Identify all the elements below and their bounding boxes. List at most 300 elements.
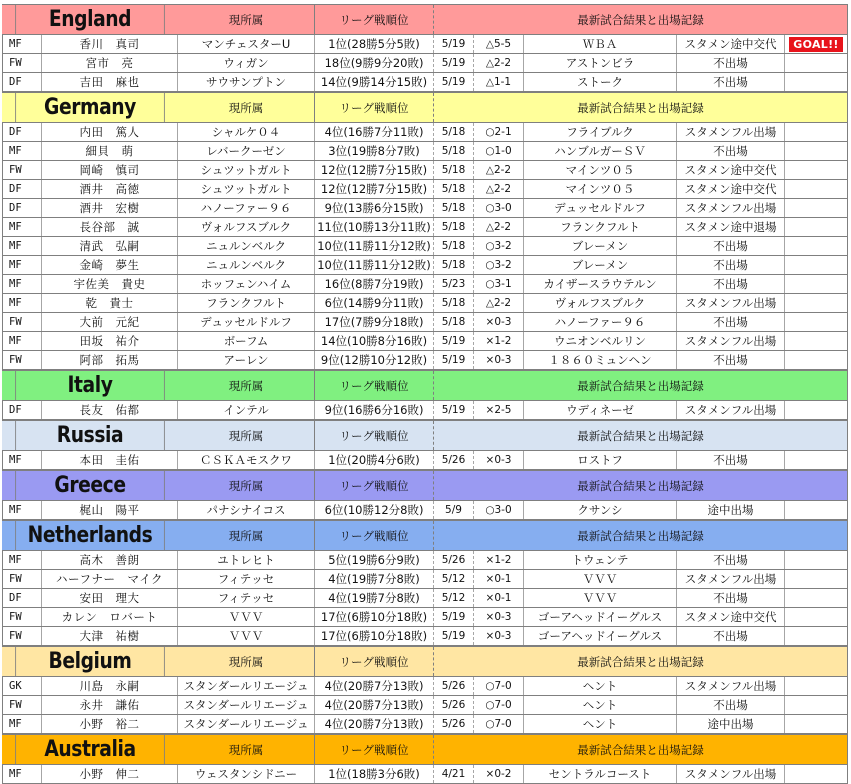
column-header-rank: リーグ戦順位 (315, 371, 434, 400)
league-rank-cell: 17位(6勝10分18敗) (315, 608, 434, 626)
match-date-cell: 5/18 (434, 294, 474, 312)
goal-cell (785, 218, 848, 236)
table-row (2, 608, 848, 627)
position-cell: MF (2, 451, 42, 469)
match-score-cell: ×2-5 (474, 401, 524, 419)
match-date-cell: 5/19 (434, 608, 474, 626)
player-name-cell: 阿部 拓馬 (42, 351, 178, 369)
league-rank-cell: 4位(19勝7分8敗) (315, 589, 434, 607)
match-score-cell: ×0-3 (474, 627, 524, 645)
player-name-cell: 清武 弘嗣 (42, 237, 178, 255)
club-cell: サウサンプトン (178, 73, 315, 91)
appearance-cell: 不出場 (677, 551, 785, 569)
match-score-cell: △2-2 (474, 161, 524, 179)
column-header-rank: リーグ戦順位 (315, 471, 434, 500)
column-header-rank: リーグ戦順位 (315, 521, 434, 550)
match-date-cell: 5/12 (434, 570, 474, 588)
appearance-cell: 不出場 (677, 696, 785, 714)
appearance-cell: 不出場 (677, 313, 785, 331)
player-name-cell: 吉田 麻也 (42, 73, 178, 91)
match-date-cell: 5/26 (434, 696, 474, 714)
match-date-cell: 5/19 (434, 73, 474, 91)
match-score-cell: ○1-0 (474, 142, 524, 160)
appearance-cell: スタメンフル出場 (677, 677, 785, 695)
position-cell: GK (2, 677, 42, 695)
player-status-table (2, 4, 848, 784)
club-cell: ＶＶＶ (178, 608, 315, 626)
club-cell: シュツットガルト (178, 161, 315, 179)
match-date-cell: 5/19 (434, 54, 474, 72)
player-name-cell: 酒井 高徳 (42, 180, 178, 198)
league-rank-cell: 14位(10勝8分16敗) (315, 332, 434, 350)
league-rank-cell: 6位(10勝12分8敗) (315, 501, 434, 519)
appearance-cell: 不出場 (677, 237, 785, 255)
opponent-cell: ヘント (524, 677, 677, 695)
club-cell: ホッフェンハイム (178, 275, 315, 293)
column-header-latest: 最新試合結果と出場記録 (434, 371, 848, 400)
country-header-russia (2, 420, 848, 451)
position-cell: FW (2, 570, 42, 588)
appearance-cell: スタメンフル出場 (677, 570, 785, 588)
goal-cell (785, 256, 848, 274)
position-cell: DF (2, 123, 42, 141)
club-cell: パナシナイコス (178, 501, 315, 519)
column-header-club: 現所属 (178, 5, 315, 34)
club-cell: ユトレヒト (178, 551, 315, 569)
match-score-cell: ×0-3 (474, 451, 524, 469)
opponent-cell: ヘント (524, 696, 677, 714)
player-name-cell: 高木 善朗 (42, 551, 178, 569)
country-name: Australia (15, 735, 165, 764)
country-name: England (15, 5, 165, 34)
opponent-cell: ウニオンベルリン (524, 332, 677, 350)
goal-cell (785, 275, 848, 293)
goal-cell (785, 180, 848, 198)
appearance-cell: 不出場 (677, 142, 785, 160)
player-name-cell: 長谷部 誠 (42, 218, 178, 236)
table-row (2, 142, 848, 161)
position-cell: DF (2, 401, 42, 419)
table-row (2, 35, 848, 54)
table-row (2, 715, 848, 734)
country-header-belgium (2, 646, 848, 677)
match-date-cell: 5/26 (434, 551, 474, 569)
opponent-cell: マインツ０５ (524, 180, 677, 198)
column-header-rank: リーグ戦順位 (315, 93, 434, 122)
club-cell: シャルケ０４ (178, 123, 315, 141)
goal-cell (785, 351, 848, 369)
match-date-cell: 5/18 (434, 218, 474, 236)
match-date-cell: 4/21 (434, 765, 474, 783)
appearance-cell: 不出場 (677, 351, 785, 369)
table-row (2, 256, 848, 275)
position-cell: DF (2, 199, 42, 217)
position-cell: MF (2, 142, 42, 160)
league-rank-cell: 11位(10勝13分11敗) (315, 218, 434, 236)
goal-cell (785, 54, 848, 72)
country-header-greece (2, 470, 848, 501)
country-name: Netherlands (15, 521, 165, 550)
opponent-cell: クサンシ (524, 501, 677, 519)
player-name-cell: 宇佐美 貴史 (42, 275, 178, 293)
column-header-rank: リーグ戦順位 (315, 421, 434, 450)
match-score-cell: △5-5 (474, 35, 524, 53)
player-name-cell: 酒井 宏樹 (42, 199, 178, 217)
opponent-cell: ブレーメン (524, 237, 677, 255)
player-name-cell: 永井 謙佑 (42, 696, 178, 714)
table-row (2, 627, 848, 646)
column-header-latest: 最新試合結果と出場記録 (434, 93, 848, 122)
table-row (2, 180, 848, 199)
goal-cell (785, 551, 848, 569)
table-row (2, 570, 848, 589)
appearance-cell: スタメンフル出場 (677, 332, 785, 350)
match-score-cell: △1-1 (474, 73, 524, 91)
league-rank-cell: 9位(13勝6分15敗) (315, 199, 434, 217)
match-date-cell: 5/18 (434, 237, 474, 255)
country-name: Greece (15, 471, 165, 500)
table-row (2, 218, 848, 237)
league-rank-cell: 3位(19勝8分7敗) (315, 142, 434, 160)
appearance-cell: 不出場 (677, 275, 785, 293)
country-header-netherlands (2, 520, 848, 551)
goal-cell (785, 35, 848, 53)
opponent-cell: ＶＶＶ (524, 570, 677, 588)
column-header-latest: 最新試合結果と出場記録 (434, 471, 848, 500)
country-header-australia (2, 734, 848, 765)
player-name-cell: 宮市 亮 (42, 54, 178, 72)
match-date-cell: 5/18 (434, 123, 474, 141)
position-cell: MF (2, 256, 42, 274)
country-name: Italy (15, 371, 165, 400)
goal-cell (785, 401, 848, 419)
league-rank-cell: 16位(8勝7分19敗) (315, 275, 434, 293)
match-date-cell: 5/18 (434, 142, 474, 160)
appearance-cell: スタメン途中交代 (677, 35, 785, 53)
position-cell: MF (2, 501, 42, 519)
country-name: Russia (15, 421, 165, 450)
opponent-cell: １８６０ミュンヘン (524, 351, 677, 369)
position-cell: MF (2, 218, 42, 236)
country-header-italy (2, 370, 848, 401)
match-score-cell: ×0-3 (474, 608, 524, 626)
match-date-cell: 5/19 (434, 401, 474, 419)
opponent-cell: ウディネーゼ (524, 401, 677, 419)
appearance-cell: スタメン途中交代 (677, 608, 785, 626)
league-rank-cell: 10位(11勝11分12敗) (315, 237, 434, 255)
opponent-cell: ロストフ (524, 451, 677, 469)
league-rank-cell: 12位(12勝7分15敗) (315, 180, 434, 198)
table-row (2, 677, 848, 696)
player-name-cell: ハーフナー マイク (42, 570, 178, 588)
match-date-cell: 5/26 (434, 451, 474, 469)
league-rank-cell: 18位(9勝9分20敗) (315, 54, 434, 72)
club-cell: スタンダールリエージュ (178, 696, 315, 714)
match-date-cell: 5/19 (434, 332, 474, 350)
match-score-cell: ○2-1 (474, 123, 524, 141)
appearance-cell: 不出場 (677, 73, 785, 91)
country-name: Belgium (15, 647, 165, 676)
opponent-cell: ＶＶＶ (524, 589, 677, 607)
goal-cell (785, 73, 848, 91)
position-cell: MF (2, 551, 42, 569)
column-header-rank: リーグ戦順位 (315, 735, 434, 764)
player-name-cell: 大津 祐樹 (42, 627, 178, 645)
goal-cell (785, 715, 848, 733)
table-row (2, 696, 848, 715)
position-cell: FW (2, 627, 42, 645)
goal-badge: GOAL!! (789, 37, 842, 52)
table-row (2, 294, 848, 313)
table-row (2, 73, 848, 92)
club-cell: ボーフム (178, 332, 315, 350)
league-rank-cell: 9位(12勝10分12敗) (315, 351, 434, 369)
league-rank-cell: 1位(20勝4分6敗) (315, 451, 434, 469)
goal-cell (785, 123, 848, 141)
column-header-latest: 最新試合結果と出場記録 (434, 421, 848, 450)
position-cell: MF (2, 765, 42, 783)
table-row (2, 551, 848, 570)
club-cell: アーレン (178, 351, 315, 369)
table-row (2, 199, 848, 218)
player-name-cell: 細貝 萌 (42, 142, 178, 160)
column-header-club: 現所属 (178, 647, 315, 676)
match-date-cell: 5/18 (434, 313, 474, 331)
appearance-cell: 途中出場 (677, 715, 785, 733)
league-rank-cell: 4位(20勝7分13敗) (315, 677, 434, 695)
opponent-cell: マインツ０５ (524, 161, 677, 179)
match-score-cell: ×0-1 (474, 570, 524, 588)
appearance-cell: 不出場 (677, 589, 785, 607)
table-row (2, 401, 848, 420)
column-header-club: 現所属 (178, 421, 315, 450)
column-header-club: 現所属 (178, 471, 315, 500)
table-row (2, 275, 848, 294)
player-name-cell: 小野 伸二 (42, 765, 178, 783)
appearance-cell: スタメン途中退場 (677, 218, 785, 236)
league-rank-cell: 1位(28勝5分5敗) (315, 35, 434, 53)
player-name-cell: 小野 裕二 (42, 715, 178, 733)
club-cell: フランクフルト (178, 294, 315, 312)
club-cell: デュッセルドルフ (178, 313, 315, 331)
opponent-cell: デュッセルドルフ (524, 199, 677, 217)
opponent-cell: セントラルコースト (524, 765, 677, 783)
opponent-cell: ゴーアヘッドイーグルス (524, 608, 677, 626)
goal-cell (785, 294, 848, 312)
table-row (2, 765, 848, 784)
position-cell: MF (2, 332, 42, 350)
match-score-cell: ○7-0 (474, 696, 524, 714)
position-cell: FW (2, 161, 42, 179)
match-score-cell: △2-2 (474, 218, 524, 236)
match-date-cell: 5/19 (434, 627, 474, 645)
table-row (2, 332, 848, 351)
league-rank-cell: 17位(7勝9分18敗) (315, 313, 434, 331)
player-name-cell: 長友 佑都 (42, 401, 178, 419)
match-score-cell: ○7-0 (474, 677, 524, 695)
position-cell: DF (2, 73, 42, 91)
match-score-cell: △2-2 (474, 54, 524, 72)
club-cell: フィテッセ (178, 589, 315, 607)
column-header-rank: リーグ戦順位 (315, 647, 434, 676)
opponent-cell: ヴォルフスブルク (524, 294, 677, 312)
league-rank-cell: 4位(20勝7分13敗) (315, 696, 434, 714)
position-cell: MF (2, 294, 42, 312)
opponent-cell: ＷＢＡ (524, 35, 677, 53)
position-cell: DF (2, 589, 42, 607)
table-row (2, 313, 848, 332)
goal-cell (785, 677, 848, 695)
club-cell: シュツットガルト (178, 180, 315, 198)
table-row (2, 501, 848, 520)
appearance-cell: 不出場 (677, 451, 785, 469)
player-name-cell: 安田 理大 (42, 589, 178, 607)
goal-cell (785, 608, 848, 626)
column-header-club: 現所属 (178, 521, 315, 550)
country-header-germany (2, 92, 848, 123)
match-score-cell: ○3-2 (474, 237, 524, 255)
position-cell: MF (2, 237, 42, 255)
club-cell: ニュルンベルク (178, 237, 315, 255)
column-header-latest: 最新試合結果と出場記録 (434, 647, 848, 676)
match-score-cell: ×1-2 (474, 332, 524, 350)
appearance-cell: スタメンフル出場 (677, 199, 785, 217)
goal-cell (785, 501, 848, 519)
position-cell: MF (2, 715, 42, 733)
appearance-cell: スタメンフル出場 (677, 294, 785, 312)
player-name-cell: 乾 貴士 (42, 294, 178, 312)
match-date-cell: 5/12 (434, 589, 474, 607)
appearance-cell: スタメンフル出場 (677, 123, 785, 141)
match-date-cell: 5/18 (434, 161, 474, 179)
opponent-cell: アストンビラ (524, 54, 677, 72)
player-name-cell: 本田 圭佑 (42, 451, 178, 469)
goal-cell (785, 589, 848, 607)
match-date-cell: 5/18 (434, 199, 474, 217)
appearance-cell: スタメンフル出場 (677, 401, 785, 419)
column-header-club: 現所属 (178, 93, 315, 122)
column-header-club: 現所属 (178, 371, 315, 400)
appearance-cell: 不出場 (677, 54, 785, 72)
match-score-cell: ○7-0 (474, 715, 524, 733)
country-name: Germany (15, 93, 165, 122)
player-name-cell: 金崎 夢生 (42, 256, 178, 274)
club-cell: ウェスタンシドニー (178, 765, 315, 783)
position-cell: MF (2, 35, 42, 53)
appearance-cell: 途中出場 (677, 501, 785, 519)
league-rank-cell: 14位(9勝14分15敗) (315, 73, 434, 91)
club-cell: ニュルンベルク (178, 256, 315, 274)
country-header-england (2, 4, 848, 35)
column-header-rank: リーグ戦順位 (315, 5, 434, 34)
match-date-cell: 5/26 (434, 715, 474, 733)
goal-cell (785, 332, 848, 350)
column-header-latest: 最新試合結果と出場記録 (434, 521, 848, 550)
goal-cell (785, 570, 848, 588)
match-score-cell: ×0-3 (474, 313, 524, 331)
column-header-latest: 最新試合結果と出場記録 (434, 5, 848, 34)
goal-cell (785, 696, 848, 714)
match-date-cell: 5/23 (434, 275, 474, 293)
league-rank-cell: 12位(12勝7分15敗) (315, 161, 434, 179)
match-date-cell: 5/26 (434, 677, 474, 695)
match-score-cell: △2-2 (474, 294, 524, 312)
table-row (2, 123, 848, 142)
opponent-cell: ハンブルガーＳＶ (524, 142, 677, 160)
position-cell: FW (2, 313, 42, 331)
player-name-cell: 川島 永嗣 (42, 677, 178, 695)
club-cell: ハノーファー９６ (178, 199, 315, 217)
league-rank-cell: 5位(19勝6分9敗) (315, 551, 434, 569)
league-rank-cell: 9位(16勝6分16敗) (315, 401, 434, 419)
match-date-cell: 5/18 (434, 256, 474, 274)
league-rank-cell: 10位(11勝11分12敗) (315, 256, 434, 274)
table-row (2, 54, 848, 73)
league-rank-cell: 6位(14勝9分11敗) (315, 294, 434, 312)
league-rank-cell: 4位(20勝7分13敗) (315, 715, 434, 733)
match-date-cell: 5/19 (434, 35, 474, 53)
goal-cell (785, 627, 848, 645)
club-cell: マンチェスターU (178, 35, 315, 53)
goal-cell (785, 199, 848, 217)
opponent-cell: トウェンテ (524, 551, 677, 569)
opponent-cell: カイザースラウテルン (524, 275, 677, 293)
league-rank-cell: 17位(6勝10分18敗) (315, 627, 434, 645)
table-row (2, 237, 848, 256)
match-score-cell: ○3-0 (474, 199, 524, 217)
league-rank-cell: 4位(16勝7分11敗) (315, 123, 434, 141)
position-cell: MF (2, 275, 42, 293)
opponent-cell: フランクフルト (524, 218, 677, 236)
match-score-cell: ×1-2 (474, 551, 524, 569)
table-row (2, 351, 848, 370)
position-cell: FW (2, 54, 42, 72)
player-name-cell: 田坂 祐介 (42, 332, 178, 350)
match-date-cell: 5/9 (434, 501, 474, 519)
player-name-cell: 大前 元紀 (42, 313, 178, 331)
position-cell: FW (2, 696, 42, 714)
opponent-cell: ヘント (524, 715, 677, 733)
appearance-cell: スタメン途中交代 (677, 161, 785, 179)
club-cell: ＣＳＫＡモスクワ (178, 451, 315, 469)
opponent-cell: ハノーファー９６ (524, 313, 677, 331)
match-score-cell: ×0-3 (474, 351, 524, 369)
match-date-cell: 5/19 (434, 351, 474, 369)
goal-cell (785, 237, 848, 255)
club-cell: スタンダールリエージュ (178, 715, 315, 733)
league-rank-cell: 1位(18勝3分6敗) (315, 765, 434, 783)
player-name-cell: 梶山 陽平 (42, 501, 178, 519)
match-score-cell: △2-2 (474, 180, 524, 198)
player-name-cell: カレン ロバート (42, 608, 178, 626)
player-name-cell: 岡崎 慎司 (42, 161, 178, 179)
appearance-cell: スタメン途中交代 (677, 180, 785, 198)
match-score-cell: ○3-2 (474, 256, 524, 274)
appearance-cell: 不出場 (677, 627, 785, 645)
club-cell: ヴォルフスブルク (178, 218, 315, 236)
league-rank-cell: 4位(19勝7分8敗) (315, 570, 434, 588)
club-cell: フィテッセ (178, 570, 315, 588)
club-cell: レバークーゼン (178, 142, 315, 160)
opponent-cell: ブレーメン (524, 256, 677, 274)
opponent-cell: ゴーアヘッドイーグルス (524, 627, 677, 645)
player-name-cell: 内田 篤人 (42, 123, 178, 141)
position-cell: FW (2, 608, 42, 626)
match-date-cell: 5/18 (434, 180, 474, 198)
goal-cell (785, 451, 848, 469)
appearance-cell: 不出場 (677, 256, 785, 274)
opponent-cell: ストーク (524, 73, 677, 91)
